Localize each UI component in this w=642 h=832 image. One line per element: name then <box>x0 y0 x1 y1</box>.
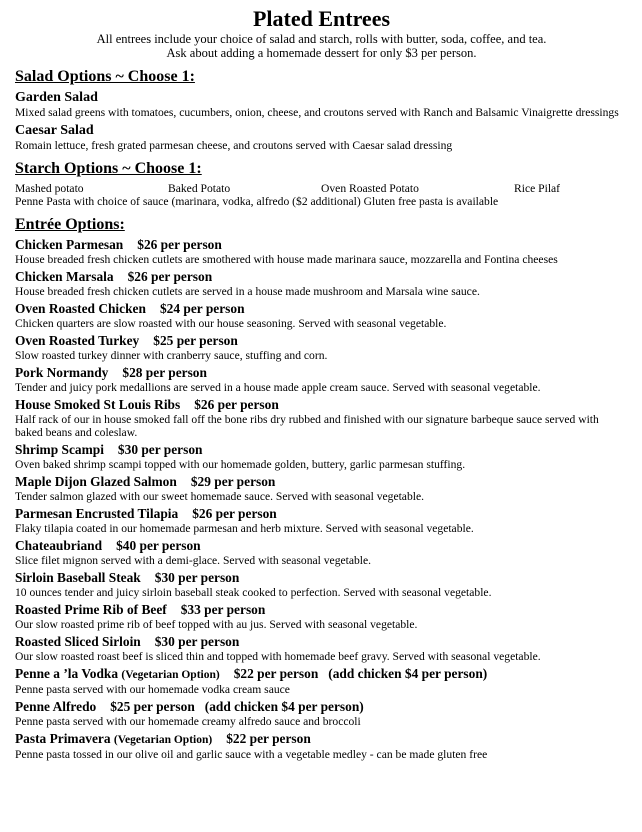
entree-header <box>15 538 628 554</box>
entree-name: Shrimp Scampi <box>15 442 104 457</box>
entree-name: Parmesan Encrusted Tilapia <box>15 506 179 521</box>
entree-desc: Penne pasta served with our homemade vodka cream sauce <box>15 683 290 696</box>
entree-name: Pork Normandy <box>15 365 109 380</box>
entree-header <box>15 333 628 349</box>
page-title: Plated Entrees <box>252 6 391 31</box>
starch-option: Mashed potato <box>15 182 84 195</box>
entree-name: Chicken Marsala <box>15 269 114 284</box>
entree-header <box>15 237 628 253</box>
starch-option: Baked Potato <box>168 182 231 195</box>
entree-item <box>15 333 628 362</box>
entree-desc: Tender and juicy pork medallions are served in a house made apple cream sauce. Served with seasonal vegetable. <box>15 381 541 394</box>
salad-name: Caesar Salad <box>15 123 94 138</box>
entree-price: $26 per person <box>127 269 213 284</box>
entree-name: Maple Dijon Glazed Salmon <box>15 474 177 489</box>
entree-item <box>15 570 628 599</box>
entree-item <box>15 237 628 266</box>
entree-price: $28 per person <box>122 365 207 380</box>
entree-desc: 10 ounces tender and juicy sirloin baseball steak cooked to perfection. Served with seasonal vegetable. <box>15 586 492 599</box>
entree-desc: Half rack of our in house smoked fall off the bone ribs dry rubbed and finished with our signature barbeque sauce served with baked beans and coleslaw. <box>15 413 599 439</box>
entree-price: $30 per person <box>154 634 240 649</box>
entree-item <box>15 365 628 394</box>
entree-name: Penne a ’la Vodka <box>15 666 119 681</box>
salad-item-caesar <box>15 123 628 152</box>
entree-desc: Tender salmon glazed with our sweet homemade sauce. Served with seasonal vegetable. <box>15 490 425 503</box>
entree-desc: Our slow roasted roast beef is sliced thin and topped with homemade beef gravy. Served with seasonal vegetable. <box>15 650 541 663</box>
entree-header <box>15 301 628 317</box>
entree-desc: Penne pasta served with our homemade creamy alfredo sauce and broccoli <box>15 715 361 728</box>
entree-item <box>15 269 628 298</box>
entree-header <box>15 474 628 490</box>
entree-price: $22 per person <box>233 666 319 681</box>
intro-line-1: All entrees include your choice of salad and starch, rolls with butter, soda, coffee, and tea. <box>96 32 547 46</box>
entree-price: $25 per person <box>110 699 195 714</box>
entree-header <box>15 731 628 748</box>
entree-name: Roasted Sliced Sirloin <box>15 634 141 649</box>
entree-name: Oven Roasted Chicken <box>15 301 146 316</box>
entree-price: $29 per person <box>190 474 276 489</box>
entree-header <box>15 634 628 650</box>
entree-price: $30 per person <box>117 442 203 457</box>
entree-item <box>15 442 628 471</box>
entree-header <box>15 602 628 618</box>
starch-heading: Starch Options ~ Choose 1: <box>15 160 202 177</box>
entree-desc: Chicken quarters are slow roasted with our house seasoning. Served with seasonal vegetable. <box>15 317 447 330</box>
starch-option: Oven Roasted Potato <box>321 182 419 195</box>
entree-price: $40 per person <box>116 538 201 553</box>
entree-desc: Flaky tilapia coated in our homemade parmesan and herb mixture. Served with seasonal vegetable. <box>15 522 474 535</box>
entree-name: Oven Roasted Turkey <box>15 333 140 348</box>
entree-desc: Penne pasta tossed in our olive oil and garlic sauce with a vegetable medley - can be made gluten free <box>15 748 488 761</box>
pasta-note: Penne Pasta with choice of sauce (marinara, vodka, alfredo ($2 additional) Gluten free pasta is available <box>15 195 499 208</box>
entree-header <box>15 506 628 522</box>
entree-item <box>15 397 628 439</box>
entree-heading: Entrée Options: <box>15 216 125 233</box>
entree-desc: Slice filet mignon served with a demi-glace. Served with seasonal vegetable. <box>15 554 372 567</box>
entree-item <box>15 699 628 728</box>
entree-item <box>15 538 628 567</box>
entree-desc: House breaded fresh chicken cutlets are smothered with house made marinara sauce, mozzarella and Fontina cheeses <box>15 253 558 266</box>
salad-name: Garden Salad <box>15 90 98 105</box>
entree-item <box>15 602 628 631</box>
entree-price: $30 per person <box>154 570 240 585</box>
entree-name: Pasta Primavera <box>15 731 111 746</box>
entree-desc: Oven baked shrimp scampi topped with our homemade golden, buttery, garlic parmesan stuffing. <box>15 458 466 471</box>
entree-header <box>15 397 628 413</box>
entree-item <box>15 731 628 761</box>
entree-name: Penne Alfredo <box>15 699 97 714</box>
entree-header <box>15 666 628 683</box>
entree-item <box>15 301 628 330</box>
salad-item-garden <box>15 90 628 119</box>
entree-header <box>15 442 628 458</box>
entree-name: House Smoked St Louis Ribs <box>15 397 181 412</box>
salad-desc: Mixed salad greens with tomatoes, cucumbers, onion, cheese, and croutons served with Ranch and Balsamic Vinaigrette dressings <box>15 106 619 119</box>
intro-line-2: Ask about adding a homemade dessert for only $3 per person. <box>166 46 477 60</box>
entree-price: $24 per person <box>159 301 245 316</box>
entree-name: Chateaubriand <box>15 538 103 553</box>
entree-header <box>15 570 628 586</box>
entree-item <box>15 634 628 663</box>
entree-item <box>15 666 628 696</box>
entree-item <box>15 506 628 535</box>
salad-desc: Romain lettuce, fresh grated parmesan cheese, and croutons served with Caesar salad dressing <box>15 139 453 152</box>
entree-header <box>15 365 628 381</box>
entree-vegetarian-note: (Vegetarian Option) <box>113 734 213 746</box>
entree-addon: (add chicken $4 per person) <box>328 666 488 681</box>
entree-price: $26 per person <box>137 237 222 252</box>
entree-desc: House breaded fresh chicken cutlets are served in a house made mushroom and Marsala wine sauce. <box>15 285 480 298</box>
entree-name: Sirloin Baseball Steak <box>15 570 141 585</box>
entree-addon: (add chicken $4 per person) <box>204 699 364 714</box>
entree-price: $26 per person <box>192 506 277 521</box>
entree-name: Roasted Prime Rib of Beef <box>15 602 167 617</box>
entree-price: $25 per person <box>153 333 238 348</box>
entree-vegetarian-note: (Vegetarian Option) <box>121 669 220 681</box>
starch-options <box>15 182 628 195</box>
entree-desc: Our slow roasted prime rib of beef topped with au jus. Served with seasonal vegetable. <box>15 618 418 631</box>
entree-price: $33 per person <box>180 602 266 617</box>
entree-desc: Slow roasted turkey dinner with cranberry sauce, stuffing and corn. <box>15 349 328 362</box>
salad-heading: Salad Options ~ Choose 1: <box>15 68 195 85</box>
entree-item <box>15 474 628 503</box>
entree-name: Chicken Parmesan <box>15 237 124 252</box>
entree-list <box>15 237 628 761</box>
entree-price: $22 per person <box>226 731 311 746</box>
entree-header <box>15 269 628 285</box>
entree-header <box>15 699 628 715</box>
starch-option: Rice Pilaf <box>514 182 561 195</box>
entree-price: $26 per person <box>194 397 279 412</box>
